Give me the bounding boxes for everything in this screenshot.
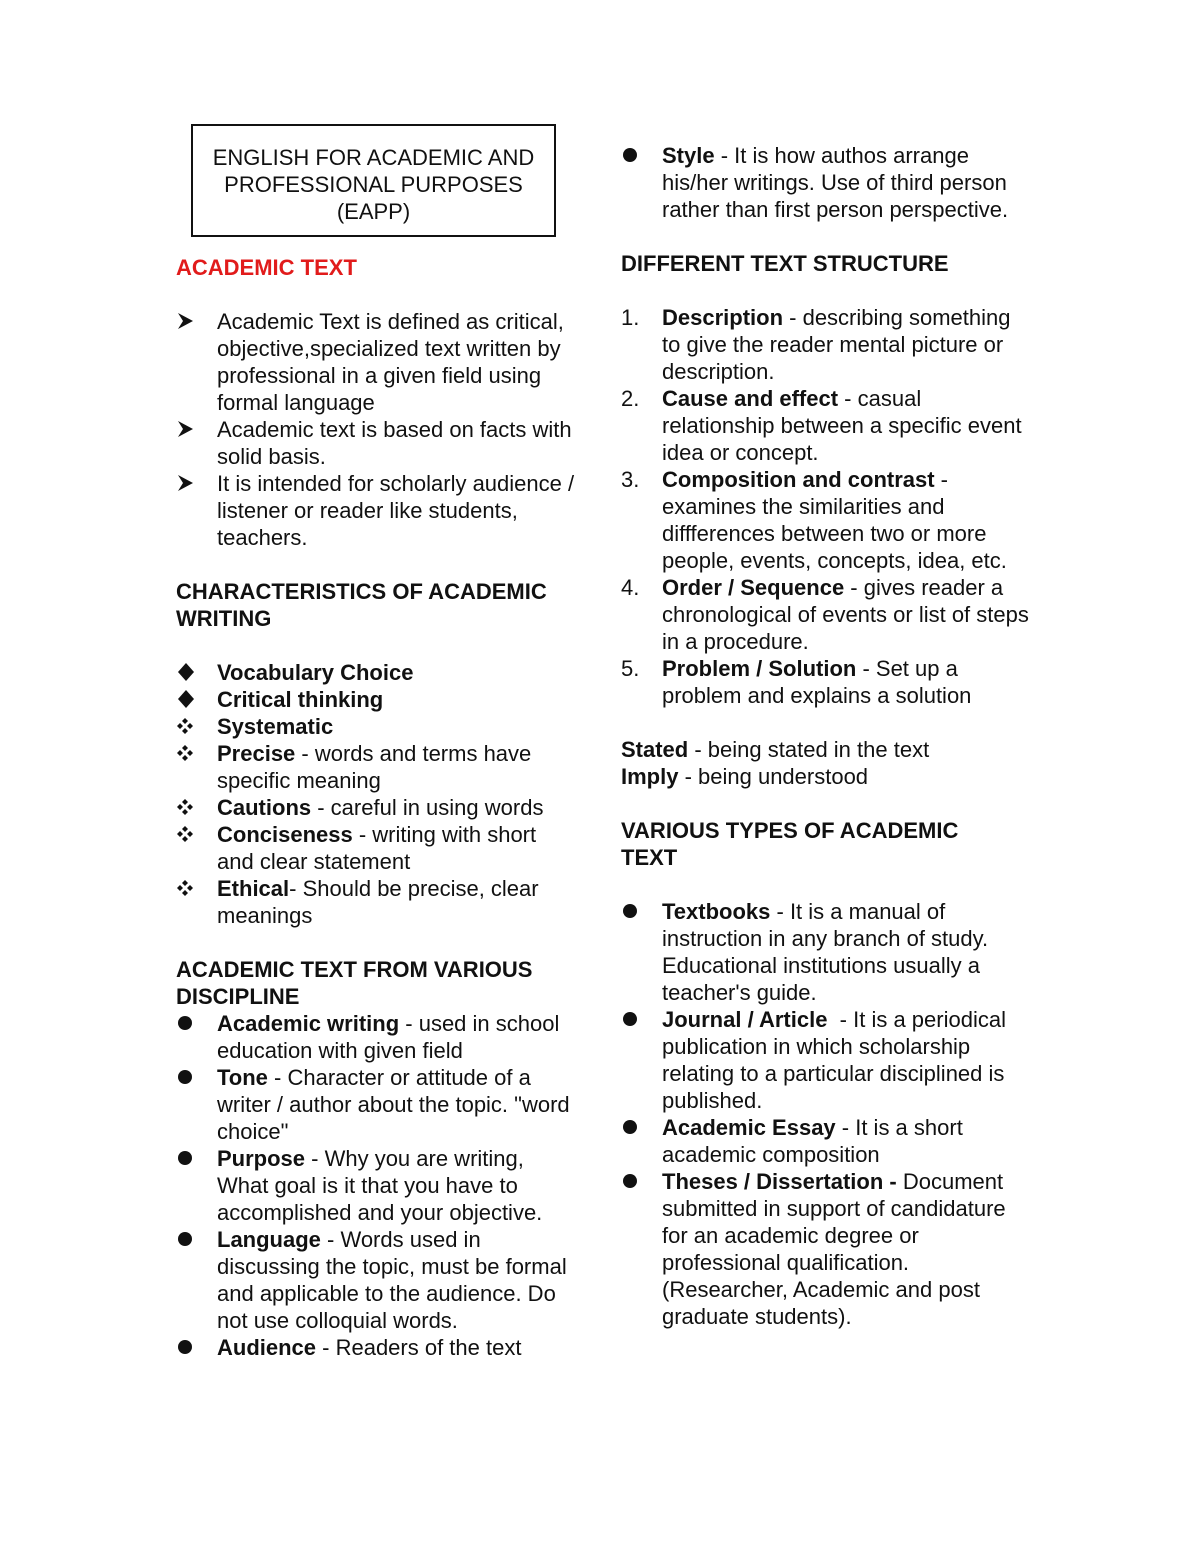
description: - Character or attitude of a writer / author about the topic. "word choice"	[217, 1065, 570, 1144]
description: - casual relationship between a specific event idea or concept.	[662, 386, 1022, 465]
term: Tone	[217, 1065, 268, 1090]
description: - words and terms have specific meaning	[217, 741, 532, 793]
description: - Set up a problem and explains a solution	[662, 656, 972, 708]
list-item	[621, 385, 1031, 466]
description: - It is a short academic composition	[662, 1115, 963, 1167]
characteristics-heading-line-2: WRITING	[176, 606, 272, 631]
text-structure-heading: DIFFERENT TEXT STRUCTURE	[621, 251, 949, 276]
list-item	[176, 308, 576, 416]
term: Order / Sequence	[662, 575, 845, 600]
arrow-bullet-icon	[176, 470, 217, 497]
description: - Readers of the text	[316, 1335, 522, 1360]
description: Document submitted in support of candidature for an academic degree or professional qualification. (Researcher, Academic and post graduate students).	[662, 1169, 1006, 1329]
dot-bullet-icon	[176, 1064, 217, 1091]
list-item-text: Academic text is based on facts with solid basis.	[217, 417, 572, 469]
four-diamond-bullet-icon	[176, 794, 217, 821]
list-item	[176, 875, 576, 929]
term: Journal / Article	[662, 1007, 828, 1032]
list-item	[621, 304, 1031, 385]
disciplines-heading-line-1: ACADEMIC TEXT FROM VARIOUS	[176, 957, 533, 982]
list-item	[176, 1145, 576, 1226]
list-item	[176, 713, 576, 740]
list-item	[176, 659, 576, 686]
list-item	[176, 1334, 576, 1361]
term: Language	[217, 1227, 321, 1252]
item-number: 4.	[621, 575, 640, 600]
description: - careful in using words	[311, 795, 544, 820]
term: Style	[662, 143, 715, 168]
list-item	[621, 574, 1031, 655]
term: Conciseness	[217, 822, 353, 847]
left-column	[176, 124, 576, 1361]
diamond-bullet-icon	[176, 686, 217, 713]
disciplines-heading-line-2: DISCIPLINE	[176, 984, 300, 1009]
disciplines-heading	[176, 956, 576, 1010]
types-heading	[621, 817, 1031, 871]
list-item-text: It is intended for scholarly audience / listener or reader like students, teachers.	[217, 471, 575, 550]
term: Imply	[621, 764, 679, 789]
style-item	[621, 142, 1031, 223]
description: - describing something to give the reader mental picture or description.	[662, 305, 1011, 384]
list-item	[176, 470, 576, 551]
characteristics-heading	[176, 578, 576, 632]
title-line-2: PROFESSIONAL PURPOSES	[224, 172, 523, 197]
description: - It is how authos arrange his/her writings. Use of third person rather than first person perspective.	[662, 143, 1009, 222]
term: Purpose	[217, 1146, 306, 1171]
stated-definition	[621, 736, 1031, 763]
term: Academic writing	[217, 1011, 400, 1036]
term: Composition and contrast	[662, 467, 935, 492]
academic-text-heading: ACADEMIC TEXT	[176, 255, 357, 280]
dot-bullet-icon	[176, 1334, 217, 1361]
four-diamond-bullet-icon	[176, 713, 217, 740]
description: - used in school education with given field	[217, 1011, 560, 1063]
term: Audience	[217, 1335, 317, 1360]
item-number: 1.	[621, 305, 640, 330]
dot-bullet-icon	[176, 1145, 217, 1172]
imply-definition	[621, 763, 1031, 790]
description: - being stated in the text	[688, 737, 930, 762]
description: - gives reader a chronological of events or list of steps in a procedure.	[662, 575, 1029, 654]
dot-bullet-icon	[621, 142, 662, 169]
list-item	[176, 416, 576, 470]
four-diamond-bullet-icon	[176, 821, 217, 848]
title-line-1: ENGLISH FOR ACADEMIC AND	[212, 145, 535, 170]
list-item	[621, 1114, 1031, 1168]
description: - Words used in discussing the topic, must be formal and applicable to the audience. Do not use colloquial words.	[217, 1227, 567, 1333]
description: - examines the similarities and diffferences between two or more people, events, concepts, idea, etc.	[662, 467, 1007, 573]
dot-bullet-icon	[621, 898, 662, 925]
dot-bullet-icon	[621, 1006, 662, 1033]
four-diamond-bullet-icon	[176, 875, 217, 902]
academic-text-list	[176, 308, 576, 551]
list-item	[176, 740, 576, 794]
item-number: 3.	[621, 467, 640, 492]
diamond-bullet-icon	[176, 659, 217, 686]
characteristics-heading-line-1: CHARACTERISTICS OF ACADEMIC	[176, 579, 547, 604]
list-item	[176, 1010, 576, 1064]
document-title-box	[191, 124, 556, 237]
term: Academic Essay	[662, 1115, 836, 1140]
four-diamond-bullet-icon	[176, 740, 217, 767]
term: Theses / Dissertation -	[662, 1169, 897, 1194]
description: - It is a manual of instruction in any branch of study. Educational institutions usually a teacher's guide.	[662, 899, 989, 1005]
list-item	[621, 466, 1031, 574]
disciplines-list	[176, 1010, 576, 1361]
item-number: 5.	[621, 656, 640, 681]
dot-bullet-icon	[621, 1168, 662, 1195]
term: Ethical	[217, 876, 290, 901]
list-item	[176, 1064, 576, 1145]
right-column	[621, 142, 1031, 1330]
term: Precise	[217, 741, 296, 766]
term: Problem / Solution	[662, 656, 857, 681]
text-structure-list	[621, 304, 1031, 709]
list-item	[621, 655, 1031, 709]
types-list	[621, 898, 1031, 1330]
list-item	[621, 1006, 1031, 1114]
term: Systematic	[217, 714, 334, 739]
term: Vocabulary Choice	[217, 660, 414, 685]
dot-bullet-icon	[176, 1226, 217, 1253]
types-heading-line-2: TEXT	[621, 845, 678, 870]
list-item	[621, 898, 1031, 1006]
description: - Why you are writing, What goal is it that you have to accomplished and your objective.	[217, 1146, 543, 1225]
term: Critical thinking	[217, 687, 384, 712]
item-number: 2.	[621, 386, 640, 411]
term: Description	[662, 305, 784, 330]
list-item-text: Academic Text is defined as critical, objective,specialized text written by professional in a given field using formal language	[217, 309, 564, 415]
characteristics-list	[176, 659, 576, 929]
term: Textbooks	[662, 899, 771, 924]
term: Cautions	[217, 795, 312, 820]
term: Cause and effect	[662, 386, 839, 411]
description: - Should be precise, clear meanings	[217, 876, 539, 928]
list-item	[176, 686, 576, 713]
stated-imply-definitions	[621, 736, 1031, 790]
term: Stated	[621, 737, 689, 762]
types-heading-line-1: VARIOUS TYPES OF ACADEMIC	[621, 818, 959, 843]
dot-bullet-icon	[621, 1114, 662, 1141]
title-line-3: (EAPP)	[336, 199, 411, 224]
description: - writing with short and clear statement	[217, 822, 537, 874]
list-item	[176, 1226, 576, 1334]
description: - It is a periodical publication in which scholarship relating to a particular disciplined is published.	[662, 1007, 1013, 1113]
description: - being understood	[678, 764, 869, 789]
arrow-bullet-icon	[176, 308, 217, 335]
list-item	[176, 821, 576, 875]
list-item	[621, 1168, 1031, 1330]
arrow-bullet-icon	[176, 416, 217, 443]
list-item	[176, 794, 576, 821]
dot-bullet-icon	[176, 1010, 217, 1037]
